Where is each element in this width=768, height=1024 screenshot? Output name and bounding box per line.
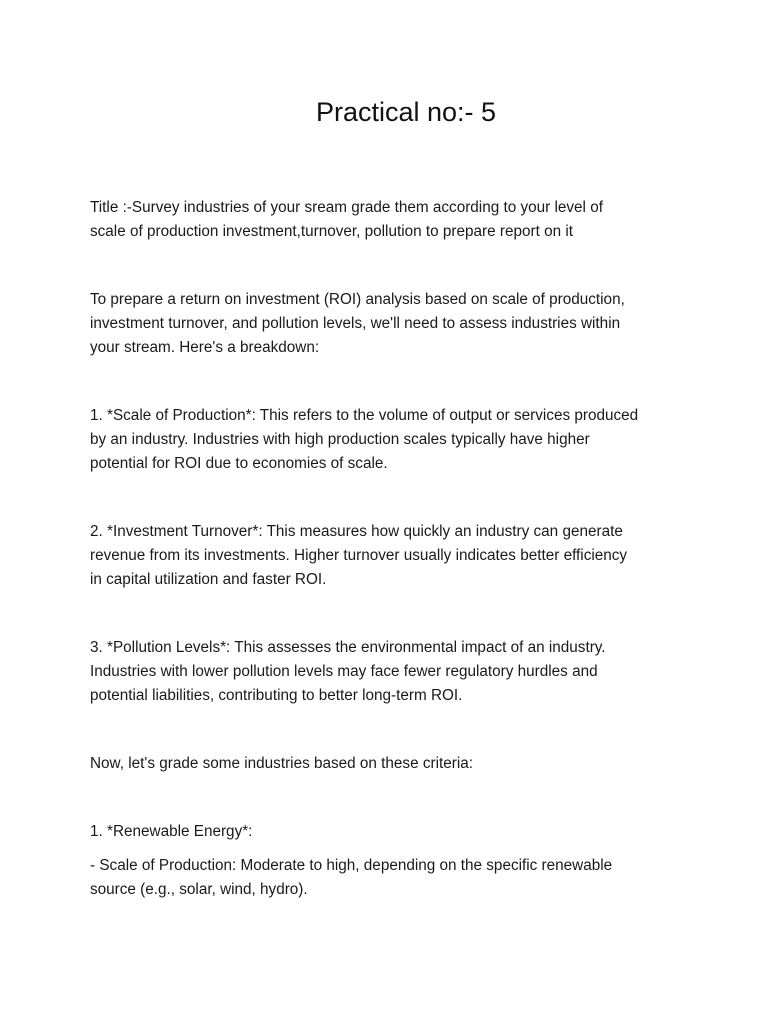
renewable-energy-heading: 1. *Renewable Energy*: bbox=[90, 823, 253, 840]
intro-paragraph: To prepare a return on investment (ROI) analysis based on scale of production, investment turnover, and pollution levels, we'll need to assess industries within your stream. Here's a breakdown: bbox=[90, 291, 625, 356]
investment-turnover-paragraph: 2. *Investment Turnover*: This measures how quickly an industry can generate revenue from its investments. Higher turnover usually indicates better efficiency in capital utilization and faster ROI. bbox=[90, 523, 628, 588]
pollution-levels-paragraph: 3. *Pollution Levels*: This assesses the environmental impact of an industry. Industries with lower pollution levels may face fewer regulatory hurdles and potential liabilities, contributing to better long-term ROI. bbox=[90, 639, 606, 704]
renewable-scale-paragraph: - Scale of Production: Moderate to high, depending on the specific renewable source (e.g., solar, wind, hydro). bbox=[90, 857, 613, 898]
page-title: Practical no:- 5 bbox=[315, 97, 497, 127]
grading-intro-paragraph: Now, let's grade some industries based on these criteria: bbox=[90, 755, 473, 772]
title-paragraph: Title :-Survey industries of your sream grade them according to your level of scale of production investment,turnover, pollution to prepare report on it bbox=[90, 199, 603, 240]
scale-of-production-paragraph: 1. *Scale of Production*: This refers to the volume of output or services produced by an industry. Industries with high production scales typically have higher potential for ROI due to economies of scale. bbox=[90, 407, 639, 472]
